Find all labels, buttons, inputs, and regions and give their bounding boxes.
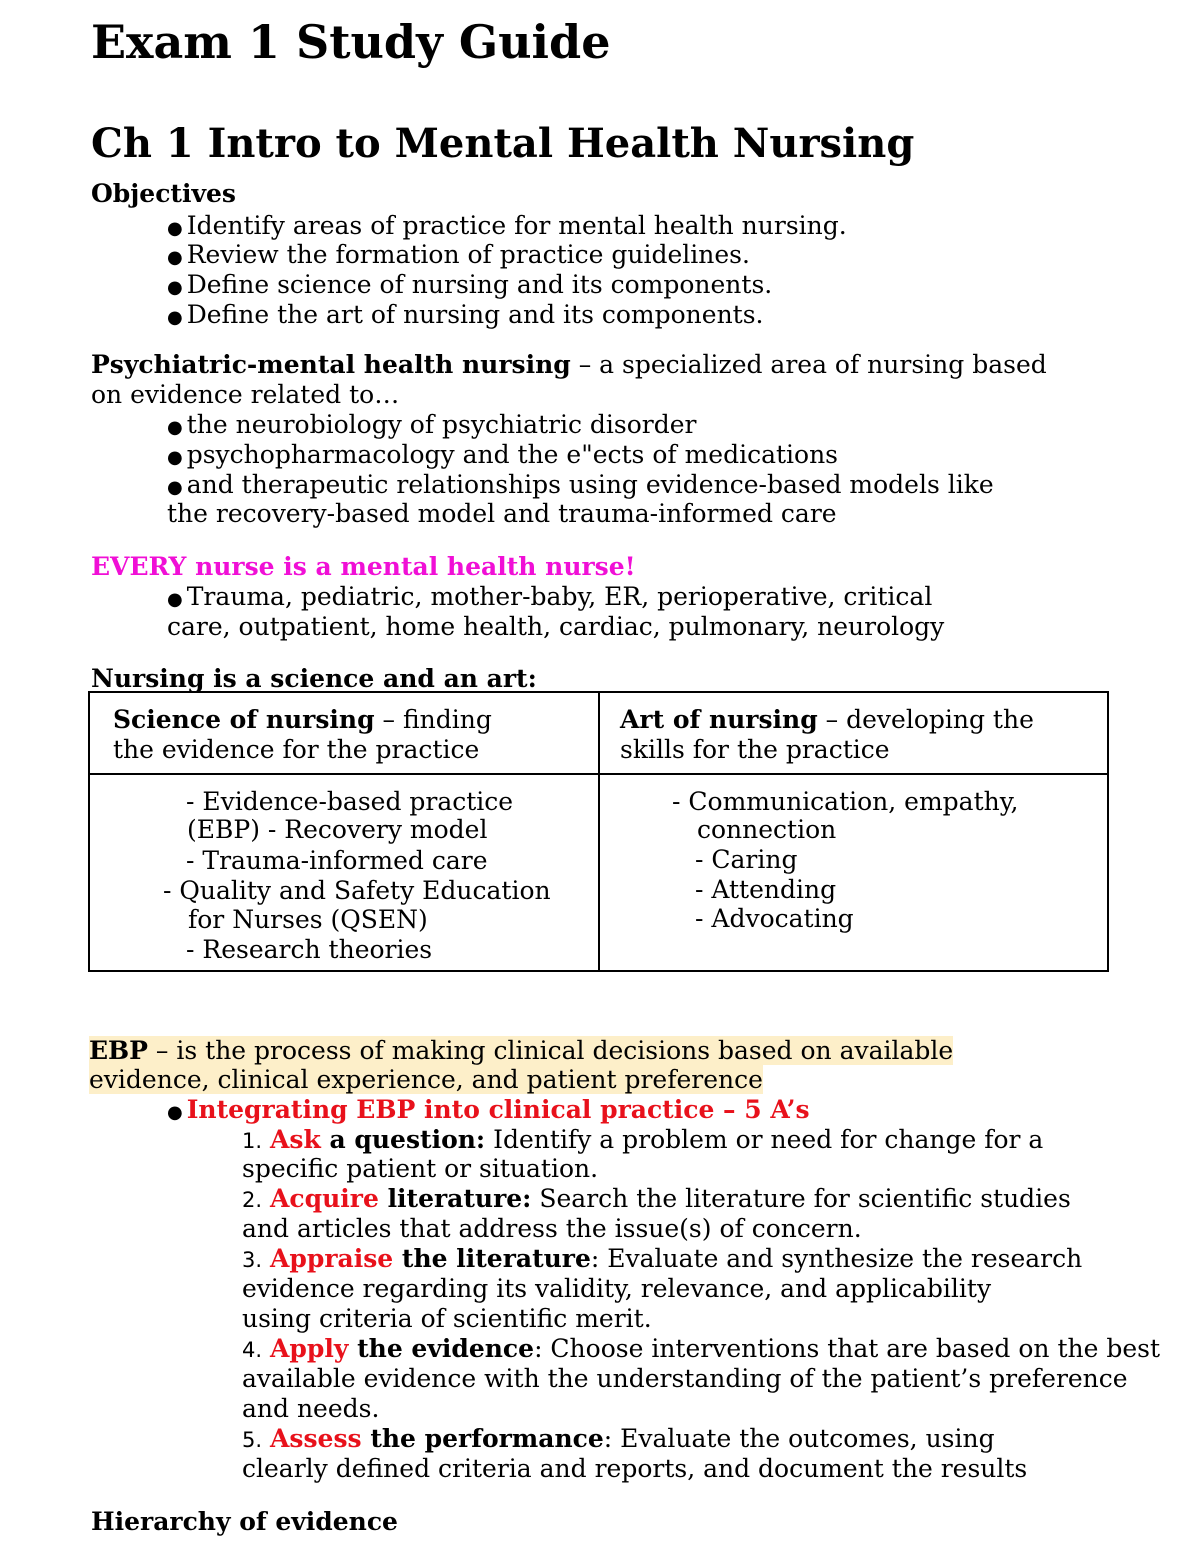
ebp-step: 1. Ask a question: Identify a problem or need for change for a — [242, 1125, 1044, 1154]
bullet-icon: ● — [167, 247, 183, 268]
science-item: (EBP) - Recovery model — [187, 815, 488, 844]
art-item: - Caring — [695, 845, 798, 874]
every-nurse-heading: EVERY nurse is a mental health nurse! — [91, 552, 636, 581]
pmhn-definition: Psychiatric-mental health nursing – a specialized area of nursing based — [91, 350, 1047, 379]
table-divider — [90, 773, 1107, 775]
art-item: connection — [697, 815, 837, 844]
objectives-heading: Objectives — [91, 179, 236, 208]
art-header-cont: skills for the practice — [620, 735, 890, 764]
every-nurse-item: ● Trauma, pediatric, mother-baby, ER, perioperative, critical — [167, 582, 933, 611]
art-item: - Advocating — [695, 904, 854, 933]
bullet-icon: ● — [167, 277, 183, 298]
science-header-cont: the evidence for the practice — [113, 735, 480, 764]
objective-item: ● Identify areas of practice for mental health nursing. — [167, 211, 847, 240]
every-nurse-item-cont: care, outpatient, home health, cardiac, pulmonary, neurology — [167, 612, 945, 641]
ebp-step-cont: using criteria of scientific merit. — [242, 1304, 652, 1333]
science-item: for Nurses (QSEN) — [188, 905, 428, 934]
pmhn-item: ● the neurobiology of psychiatric disorder — [167, 410, 697, 439]
ebp-step-cont: evidence regarding its validity, relevance, and applicability — [242, 1274, 992, 1303]
hierarchy-heading: Hierarchy of evidence — [91, 1507, 398, 1536]
ebp-step: 2. Acquire literature: Search the literature for scientific studies — [242, 1184, 1071, 1213]
pmhn-item: ● psychopharmacology and the e"ects of medications — [167, 440, 839, 469]
science-item: - Research theories — [186, 935, 433, 964]
objective-item: ● Define the art of nursing and its components. — [167, 300, 764, 329]
ebp-integrating-heading: ● Integrating EBP into clinical practice – 5 A’s — [167, 1095, 810, 1124]
bullet-icon: ● — [167, 417, 183, 438]
objective-item: ● Review the formation of practice guidelines. — [167, 240, 750, 269]
science-item: - Evidence-based practice — [186, 787, 514, 816]
pmhn-definition-cont: on evidence related to… — [91, 380, 400, 409]
pmhn-item: ● and therapeutic relationships using evidence-based models like — [167, 470, 994, 499]
science-item: - Quality and Safety Education — [163, 876, 551, 905]
ebp-step: 5. Assess the performance: Evaluate the outcomes, using — [242, 1424, 995, 1453]
ebp-definition: EBP – is the process of making clinical decisions based on available — [89, 1036, 954, 1065]
pmhn-item-cont: the recovery-based model and trauma-informed care — [167, 499, 837, 528]
bullet-icon: ● — [167, 218, 183, 239]
art-item: - Attending — [695, 875, 837, 904]
bullet-icon: ● — [167, 307, 183, 328]
bullet-icon: ● — [167, 1102, 183, 1123]
ebp-definition-cont: evidence, clinical experience, and patient preference — [89, 1065, 763, 1094]
ebp-step-cont: specific patient or situation. — [242, 1154, 599, 1183]
science-art-heading: Nursing is a science and an art: — [91, 664, 537, 693]
ebp-step-cont: and needs. — [242, 1394, 380, 1423]
chapter-heading: Ch 1 Intro to Mental Health Nursing — [91, 120, 915, 167]
bullet-icon: ● — [167, 447, 183, 468]
bullet-icon: ● — [167, 477, 183, 498]
ebp-step: 4. Apply the evidence: Choose interventions that are based on the best — [242, 1334, 1161, 1363]
art-item: - Communication, empathy, — [672, 787, 1019, 816]
bullet-icon: ● — [167, 589, 183, 610]
ebp-step-cont: available evidence with the understanding of the patient’s preference — [242, 1364, 1128, 1393]
document-title: Exam 1 Study Guide — [91, 15, 611, 69]
table-divider — [598, 693, 600, 970]
ebp-step-cont: and articles that address the issue(s) of concern. — [242, 1214, 862, 1243]
ebp-step-cont: clearly defined criteria and reports, and document the results — [242, 1454, 1028, 1483]
science-art-table — [88, 691, 1109, 972]
science-header: Science of nursing – finding — [113, 705, 492, 734]
art-header: Art of nursing – developing the — [620, 705, 1034, 734]
objective-item: ● Define science of nursing and its components. — [167, 270, 773, 299]
ebp-step: 3. Appraise the literature: Evaluate and synthesize the research — [242, 1244, 1083, 1273]
science-item: - Trauma-informed care — [186, 846, 488, 875]
